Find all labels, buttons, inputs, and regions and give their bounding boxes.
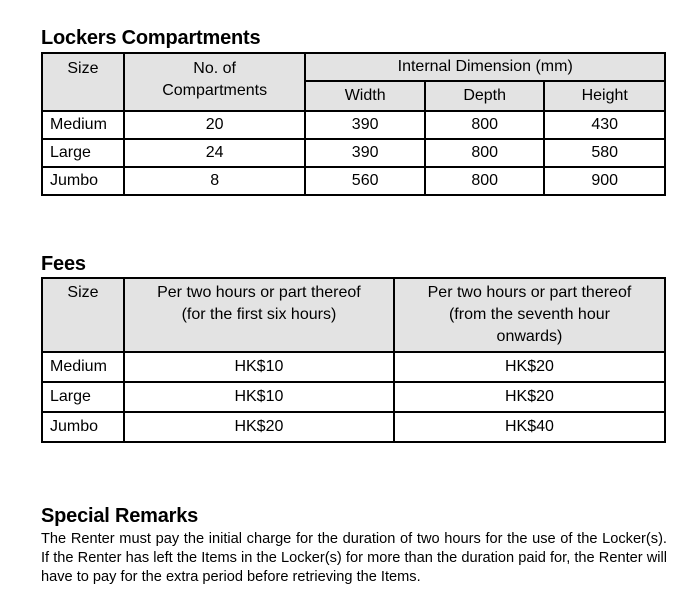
table-row (42, 111, 665, 139)
fees-header-size: Size (42, 278, 124, 352)
cell-fee-first: HK$20 (124, 412, 394, 442)
table-row (42, 139, 665, 167)
fees-header-seventh-hour: Per two hours or part thereof (from the seventh hour onwards) (394, 278, 665, 352)
cell-width: 390 (305, 139, 425, 167)
remarks-title: Special Remarks (41, 505, 199, 527)
lockers-header-row (42, 53, 665, 81)
cell-fee-first: HK$10 (124, 352, 394, 382)
lockers-header-width: Width (305, 81, 425, 111)
cell-size: Medium (42, 111, 124, 139)
cell-compartments: 8 (124, 167, 306, 195)
lockers-header-height: Height (544, 81, 665, 111)
cell-depth: 800 (425, 167, 545, 195)
cell-height: 900 (544, 167, 665, 195)
cell-fee-seventh: HK$40 (394, 412, 665, 442)
cell-depth: 800 (425, 111, 545, 139)
lockers-table (41, 52, 666, 196)
lockers-title: Lockers Compartments (41, 27, 261, 49)
table-row (42, 167, 665, 195)
cell-depth: 800 (425, 139, 545, 167)
cell-compartments: 24 (124, 139, 306, 167)
table-row (42, 382, 665, 412)
cell-height: 430 (544, 111, 665, 139)
fees-header-row (42, 278, 665, 352)
cell-width: 390 (305, 111, 425, 139)
table-row (42, 412, 665, 442)
lockers-header-internal-dimension: Internal Dimension (mm) (305, 53, 665, 81)
cell-size: Large (42, 382, 124, 412)
table-row (42, 352, 665, 382)
lockers-header-compartments: No. of Compartments (124, 53, 306, 111)
lockers-header-depth: Depth (425, 81, 545, 111)
cell-fee-seventh: HK$20 (394, 352, 665, 382)
fees-header-first-six-hours: Per two hours or part thereof (for the first six hours) (124, 278, 394, 352)
lockers-header-size: Size (42, 53, 124, 111)
cell-size: Jumbo (42, 412, 124, 442)
cell-size: Large (42, 139, 124, 167)
remarks-text: The Renter must pay the initial charge for the duration of two hours for the use of the Locker(s). If the Renter has left the Items in the Locker(s) for more than the duration paid for, the Renter will have to pay for the extra period before retrieving the Items. (41, 531, 667, 585)
cell-height: 580 (544, 139, 665, 167)
cell-size: Jumbo (42, 167, 124, 195)
fees-title: Fees (41, 253, 86, 275)
cell-fee-first: HK$10 (124, 382, 394, 412)
cell-compartments: 20 (124, 111, 306, 139)
cell-fee-seventh: HK$20 (394, 382, 665, 412)
cell-width: 560 (305, 167, 425, 195)
cell-size: Medium (42, 352, 124, 382)
fees-table (41, 277, 666, 443)
